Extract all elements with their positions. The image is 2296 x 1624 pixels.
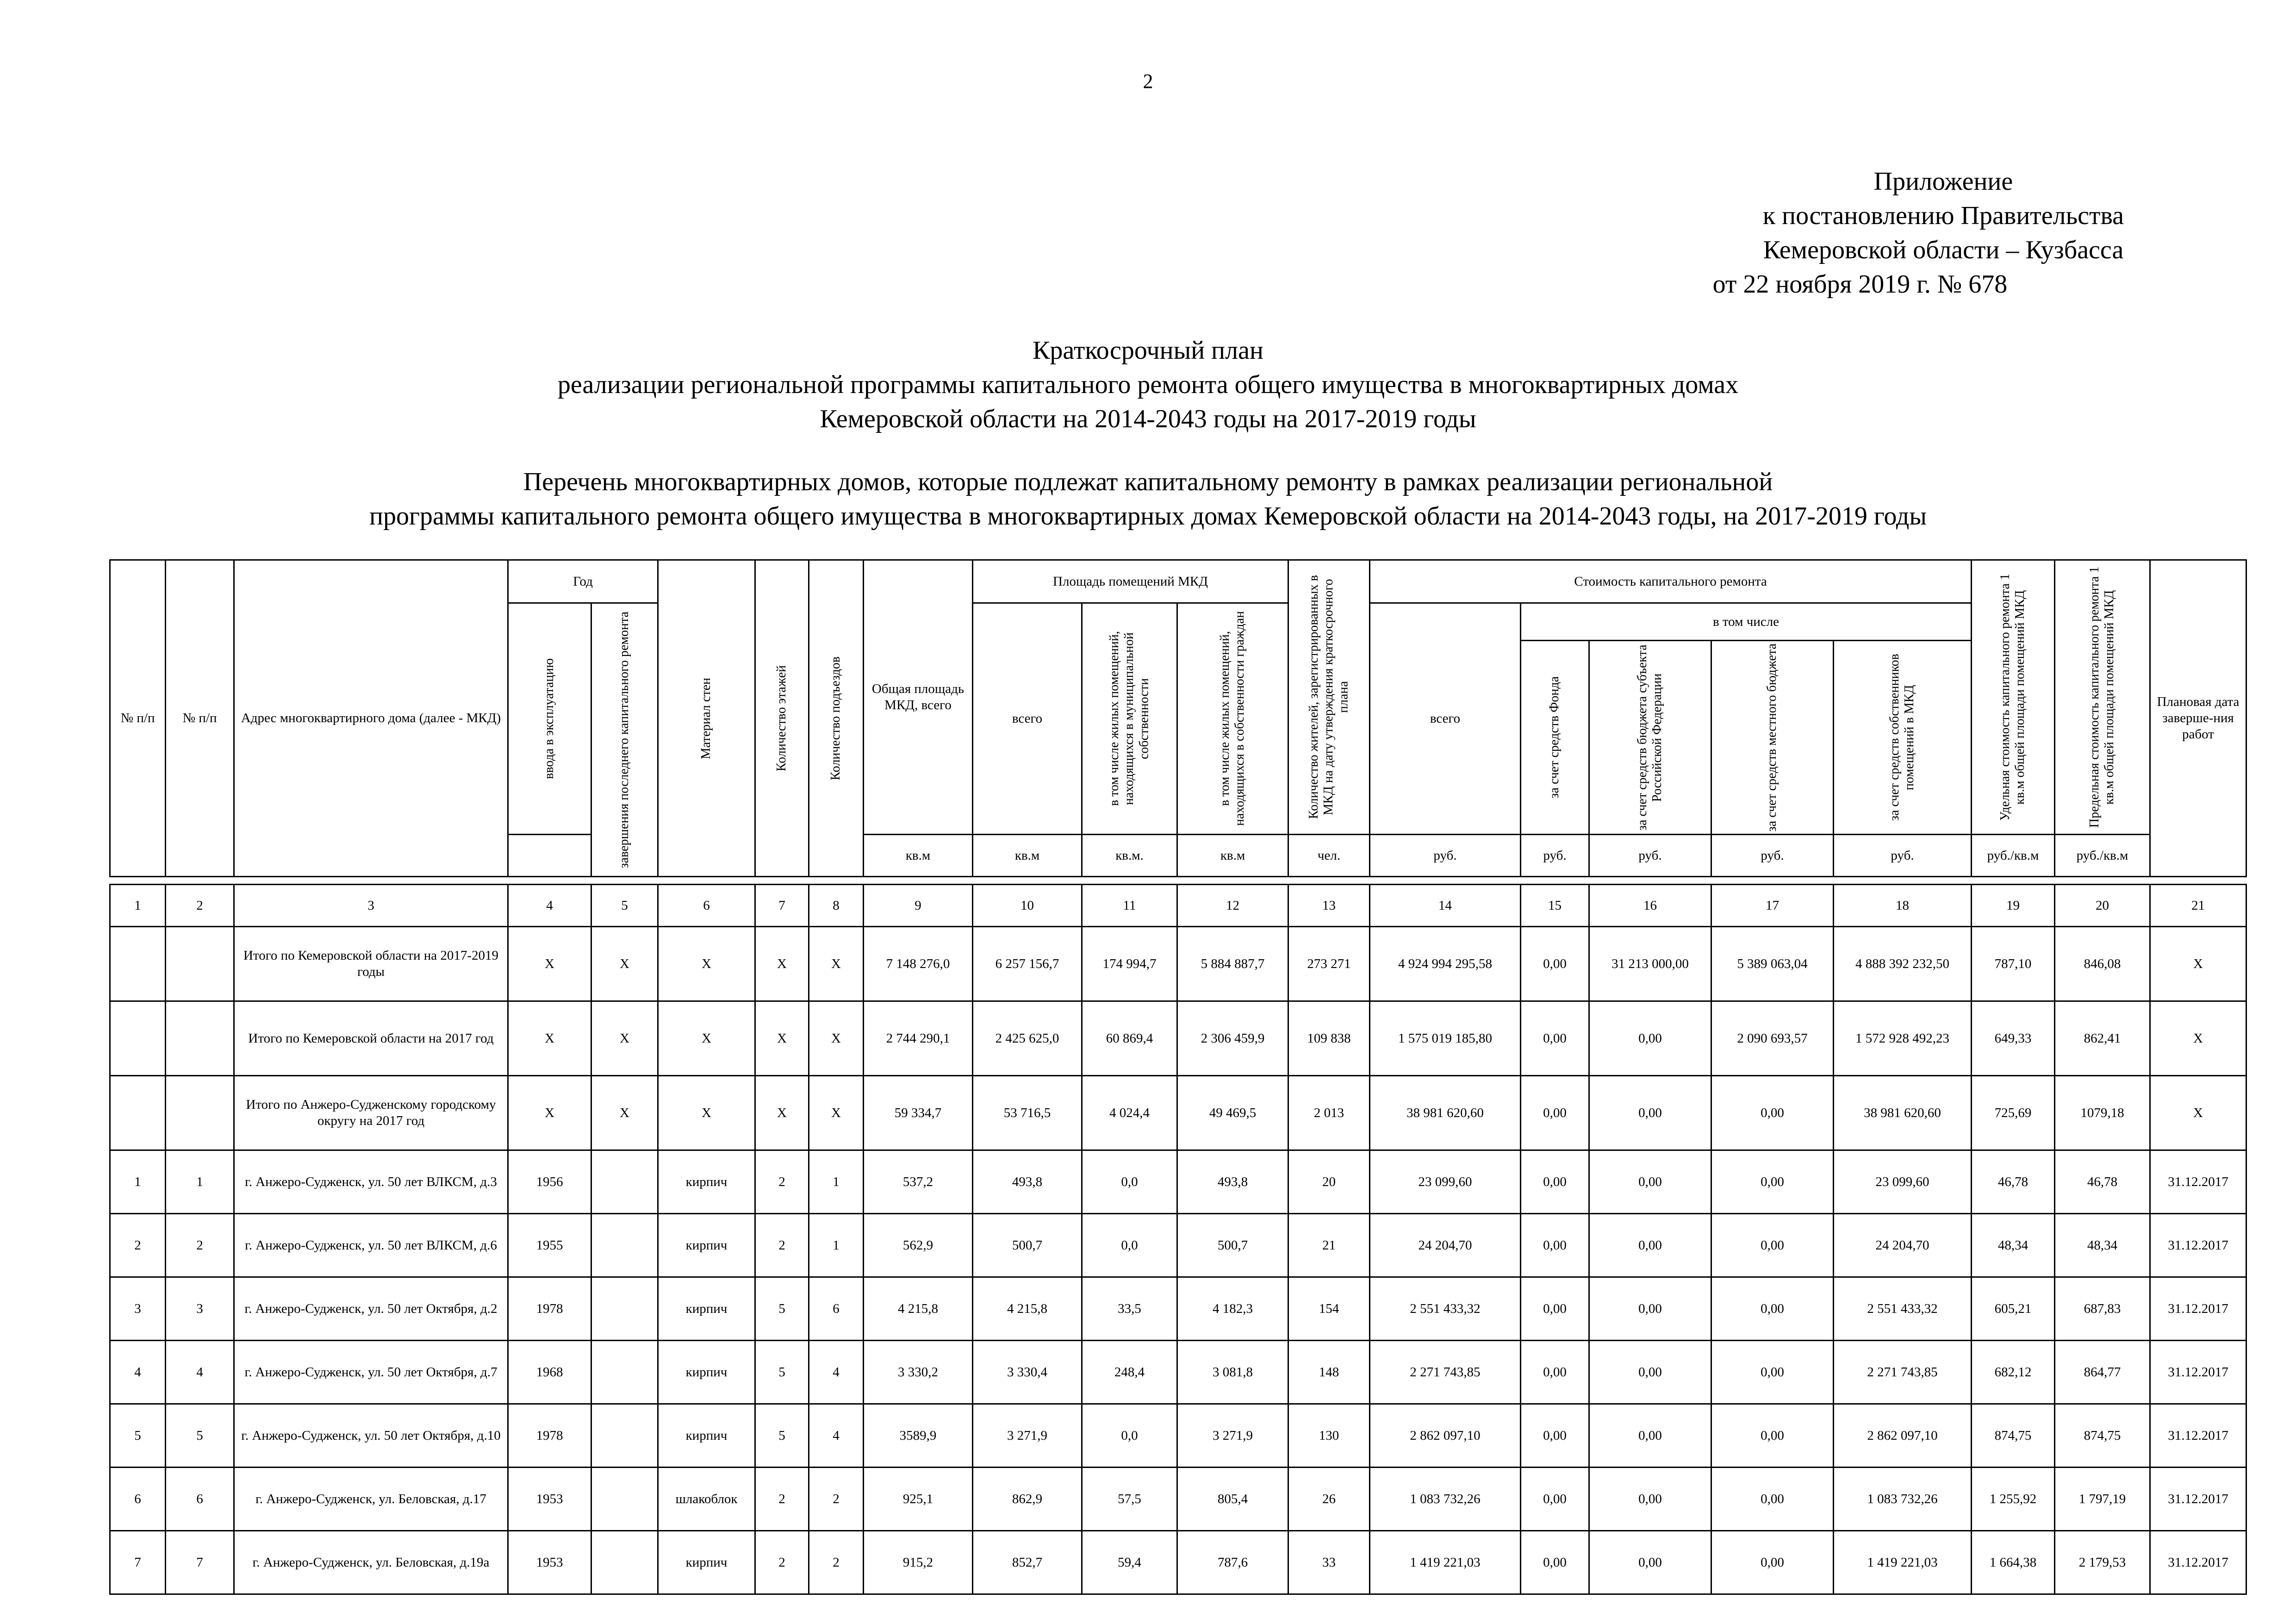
table-cell: 2 271 743,85 bbox=[1834, 1341, 1972, 1404]
table-cell: 2 bbox=[110, 1214, 166, 1277]
table-cell: 23 099,60 bbox=[1370, 1150, 1521, 1214]
address-cell: г. Анжеро-Судженск, ул. 50 лет Октября, д.2 bbox=[234, 1277, 508, 1341]
table-cell: 0,00 bbox=[1521, 1468, 1589, 1531]
table-cell: 0,0 bbox=[1082, 1150, 1177, 1214]
table-cell: 1968 bbox=[508, 1341, 591, 1404]
table-cell: 0,00 bbox=[1589, 1001, 1711, 1076]
table-cell: 1 255,92 bbox=[1972, 1468, 2055, 1531]
table-cell: кирпич bbox=[658, 1214, 755, 1277]
table-cell: 24 204,70 bbox=[1370, 1214, 1521, 1277]
unit-cell: руб./кв.м bbox=[2055, 835, 2150, 877]
table-cell: X bbox=[2150, 1001, 2246, 1076]
appendix-block bbox=[1712, 164, 2124, 301]
page-number: 2 bbox=[1143, 70, 1153, 93]
table-cell: 31 213 000,00 bbox=[1589, 927, 1711, 1001]
table-cell: 1 419 221,03 bbox=[1834, 1531, 1972, 1594]
table-cell: 0,00 bbox=[1589, 1468, 1711, 1531]
table-cell: 2 bbox=[809, 1468, 864, 1531]
table-cell: 2 862 097,10 bbox=[1370, 1404, 1521, 1468]
table-cell: 0,00 bbox=[1589, 1277, 1711, 1341]
table-cell: 3 271,9 bbox=[1177, 1404, 1288, 1468]
table-cell: 2 551 433,32 bbox=[1370, 1277, 1521, 1341]
column-numbers-row bbox=[110, 885, 2246, 927]
table-cell: X bbox=[658, 1076, 755, 1150]
header-total-area: Общая площадь МКД, всего bbox=[864, 560, 973, 835]
header-cost-total: всего bbox=[1370, 603, 1521, 835]
table-cell: 59 334,7 bbox=[864, 1076, 973, 1150]
table-cell: 248,4 bbox=[1082, 1341, 1177, 1404]
table-cell: 4 bbox=[166, 1341, 234, 1404]
table-cell: X bbox=[755, 927, 809, 1001]
table-cell: 109 838 bbox=[1288, 1001, 1370, 1076]
header-including: в том числе bbox=[1521, 603, 1972, 641]
table-row bbox=[110, 1404, 2246, 1468]
table-cell: 4 bbox=[110, 1341, 166, 1404]
table-cell: 0,00 bbox=[1711, 1214, 1834, 1277]
table-cell: 1 bbox=[166, 1150, 234, 1214]
table-cell: шлакоблок bbox=[658, 1468, 755, 1531]
table-cell: 0,00 bbox=[1521, 1076, 1589, 1150]
table-cell: 0,00 bbox=[1521, 927, 1589, 1001]
table-cell: 1 bbox=[110, 1150, 166, 1214]
table-cell: 3 bbox=[110, 1277, 166, 1341]
table-cell: X bbox=[809, 1076, 864, 1150]
table-cell: 2 bbox=[755, 1214, 809, 1277]
table-cell: кирпич bbox=[658, 1150, 755, 1214]
table-cell: 1 083 732,26 bbox=[1834, 1468, 1972, 1531]
table-cell: 805,4 bbox=[1177, 1468, 1288, 1531]
table-cell: 0,00 bbox=[1589, 1076, 1711, 1150]
table-cell bbox=[591, 1214, 658, 1277]
table-cell: X bbox=[508, 927, 591, 1001]
table-cell: 1079,18 bbox=[2055, 1076, 2150, 1150]
table-cell: 4 182,3 bbox=[1177, 1277, 1288, 1341]
header-owners: за счет средств собственников помещений в МКД bbox=[1834, 641, 1972, 835]
unit-cell: руб. bbox=[1589, 835, 1711, 877]
table-cell: 7 bbox=[166, 1531, 234, 1594]
table-cell: 6 257 156,7 bbox=[973, 927, 1082, 1001]
table-cell: 5 bbox=[166, 1404, 234, 1468]
table-cell: 0,00 bbox=[1521, 1214, 1589, 1277]
table-cell bbox=[166, 1001, 234, 1076]
document-title bbox=[0, 333, 2296, 436]
table-cell: 1953 bbox=[508, 1531, 591, 1594]
table-cell: 493,8 bbox=[1177, 1150, 1288, 1214]
table-cell: 0,00 bbox=[1589, 1531, 1711, 1594]
table-cell: 3589,9 bbox=[864, 1404, 973, 1468]
unit-cell: руб. bbox=[1370, 835, 1521, 877]
table-cell: 0,00 bbox=[1711, 1076, 1834, 1150]
table-cell: 38 981 620,60 bbox=[1370, 1076, 1521, 1150]
table-cell: 1 797,19 bbox=[2055, 1468, 2150, 1531]
table-cell: 33 bbox=[1288, 1531, 1370, 1594]
table-cell: 0,00 bbox=[1521, 1150, 1589, 1214]
table-cell: 1 bbox=[809, 1214, 864, 1277]
table-cell bbox=[591, 1404, 658, 1468]
column-number-cell: 3 bbox=[234, 885, 508, 927]
table-cell: кирпич bbox=[658, 1531, 755, 1594]
header-year: Год bbox=[508, 560, 658, 603]
table-cell: 60 869,4 bbox=[1082, 1001, 1177, 1076]
table-cell: кирпич bbox=[658, 1341, 755, 1404]
header-fund: за счет средств Фонда bbox=[1521, 641, 1589, 835]
header-area-total: всего bbox=[973, 603, 1082, 835]
table-cell: 31.12.2017 bbox=[2150, 1214, 2246, 1277]
column-number-cell: 12 bbox=[1177, 885, 1288, 927]
table-cell: 24 204,70 bbox=[1834, 1214, 1972, 1277]
column-number-cell: 18 bbox=[1834, 885, 1972, 927]
table-cell: 2 bbox=[755, 1468, 809, 1531]
table-cell: 6 bbox=[809, 1277, 864, 1341]
address-cell: г. Анжеро-Судженск, ул. Беловская, д.17 bbox=[234, 1468, 508, 1531]
table-cell: 0,00 bbox=[1589, 1404, 1711, 1468]
table-cell: 3 271,9 bbox=[973, 1404, 1082, 1468]
table-cell: 0,00 bbox=[1711, 1277, 1834, 1341]
table-cell: X bbox=[658, 927, 755, 1001]
column-number-cell: 7 bbox=[755, 885, 809, 927]
column-number-cell: 21 bbox=[2150, 885, 2246, 927]
table-cell: 0,00 bbox=[1711, 1468, 1834, 1531]
table-cell: 1953 bbox=[508, 1468, 591, 1531]
subtitle-line: программы капитального ремонта общего имущества в многоквартирных домах Кемеровской области на 2014-2043 годы, на 2017-2019 годы bbox=[369, 502, 1927, 531]
table-cell: 31.12.2017 bbox=[2150, 1150, 2246, 1214]
table-cell: X bbox=[591, 1001, 658, 1076]
table-cell: 5 bbox=[755, 1277, 809, 1341]
column-number-cell: 1 bbox=[110, 885, 166, 927]
column-number-cell: 16 bbox=[1589, 885, 1711, 927]
table-cell: кирпич bbox=[658, 1277, 755, 1341]
table-cell: X bbox=[658, 1001, 755, 1076]
table-cell: 3 081,8 bbox=[1177, 1341, 1288, 1404]
address-cell: Итого по Кемеровской области на 2017-2019 годы bbox=[234, 927, 508, 1001]
table-cell: 5 bbox=[755, 1341, 809, 1404]
table-cell: 4 215,8 bbox=[864, 1277, 973, 1341]
table-body bbox=[110, 885, 2246, 1594]
table-cell: 874,75 bbox=[2055, 1404, 2150, 1468]
table-cell: 562,9 bbox=[864, 1214, 973, 1277]
table-cell: 5 bbox=[110, 1404, 166, 1468]
table-cell: 4 215,8 bbox=[973, 1277, 1082, 1341]
table-cell: 23 099,60 bbox=[1834, 1150, 1972, 1214]
table-cell: 0,00 bbox=[1521, 1341, 1589, 1404]
table-cell: 0,00 bbox=[1711, 1150, 1834, 1214]
unit-cell: кв.м bbox=[973, 835, 1082, 877]
table-cell: 925,1 bbox=[864, 1468, 973, 1531]
table-cell: 500,7 bbox=[973, 1214, 1082, 1277]
unit-cell: руб. bbox=[1521, 835, 1589, 877]
table-cell: 59,4 bbox=[1082, 1531, 1177, 1594]
column-number-cell: 11 bbox=[1082, 885, 1177, 927]
table-cell: 4 888 392 232,50 bbox=[1834, 927, 1972, 1001]
table-cell: 605,21 bbox=[1972, 1277, 2055, 1341]
table-cell: X bbox=[809, 1001, 864, 1076]
table-cell: 130 bbox=[1288, 1404, 1370, 1468]
table-cell: 0,00 bbox=[1589, 1341, 1711, 1404]
column-number-cell: 10 bbox=[973, 885, 1082, 927]
unit-cell: кв.м. bbox=[1082, 835, 1177, 877]
table-cell: 31.12.2017 bbox=[2150, 1277, 2246, 1341]
table-cell: 2 bbox=[809, 1531, 864, 1594]
table-cell: 31.12.2017 bbox=[2150, 1341, 2246, 1404]
table-cell bbox=[591, 1531, 658, 1594]
table-cell: 33,5 bbox=[1082, 1277, 1177, 1341]
table-cell: 1 419 221,03 bbox=[1370, 1531, 1521, 1594]
table-cell: 852,7 bbox=[973, 1531, 1082, 1594]
table-cell: 174 994,7 bbox=[1082, 927, 1177, 1001]
header-entrances: Количество подъездов bbox=[809, 560, 864, 877]
table-cell: 2 425 625,0 bbox=[973, 1001, 1082, 1076]
title-line: Краткосрочный план bbox=[1033, 336, 1263, 365]
header-num2: № п/п bbox=[166, 560, 234, 877]
table-cell: 3 bbox=[166, 1277, 234, 1341]
repair-plan-table bbox=[109, 559, 2247, 1595]
table-cell: 2 306 459,9 bbox=[1177, 1001, 1288, 1076]
table-cell: 1978 bbox=[508, 1404, 591, 1468]
subtitle-line: Перечень многоквартирных домов, которые подлежат капитальному ремонту в рамках реализации региональной bbox=[523, 468, 1773, 496]
table-cell: 862,9 bbox=[973, 1468, 1082, 1531]
header-federal-budget: за счет средств бюджета субъекта Российской Федерации bbox=[1589, 641, 1711, 835]
unit-cell: кв.м bbox=[1177, 835, 1288, 877]
unit-cell: чел. bbox=[1288, 835, 1370, 877]
table-cell: X bbox=[2150, 927, 2246, 1001]
table-cell: 46,78 bbox=[2055, 1150, 2150, 1214]
table-cell: 3 330,2 bbox=[864, 1341, 973, 1404]
table-cell: 2 013 bbox=[1288, 1076, 1370, 1150]
column-number-cell: 5 bbox=[591, 885, 658, 927]
unit-cell: руб. bbox=[1711, 835, 1834, 877]
table-cell: 0,00 bbox=[1589, 1150, 1711, 1214]
header-cost: Стоимость капитального ремонта bbox=[1370, 560, 1972, 603]
table-cell: 38 981 620,60 bbox=[1834, 1076, 1972, 1150]
address-cell: г. Анжеро-Судженск, ул. Беловская, д.19а bbox=[234, 1531, 508, 1594]
table-cell: 6 bbox=[166, 1468, 234, 1531]
table-cell: 1956 bbox=[508, 1150, 591, 1214]
table-cell: 53 716,5 bbox=[973, 1076, 1082, 1150]
address-cell: г. Анжеро-Судженск, ул. 50 лет ВЛКСМ, д.3 bbox=[234, 1150, 508, 1214]
title-line: Кемеровской области на 2014-2043 годы на 2017-2019 годы bbox=[820, 405, 1476, 433]
appendix-line: от 22 ноября 2019 г. № 678 bbox=[1712, 270, 2008, 299]
table-cell: 500,7 bbox=[1177, 1214, 1288, 1277]
table-cell: X bbox=[2150, 1076, 2246, 1150]
table-cell: 0,0 bbox=[1082, 1214, 1177, 1277]
table-cell: X bbox=[809, 927, 864, 1001]
table-cell: 4 bbox=[809, 1341, 864, 1404]
table-cell: 846,08 bbox=[2055, 927, 2150, 1001]
table-row bbox=[110, 1150, 2246, 1214]
address-cell: г. Анжеро-Судженск, ул. 50 лет Октября, д.10 bbox=[234, 1404, 508, 1468]
table-cell: 7 bbox=[110, 1531, 166, 1594]
table-cell bbox=[591, 1468, 658, 1531]
table-row bbox=[110, 1341, 2246, 1404]
document-subtitle bbox=[0, 465, 2296, 533]
table-cell: 0,00 bbox=[1589, 1214, 1711, 1277]
table-cell: 682,12 bbox=[1972, 1341, 2055, 1404]
appendix-line: Кемеровской области – Кузбасса bbox=[1763, 236, 2124, 264]
column-number-cell: 15 bbox=[1521, 885, 1589, 927]
header-area-private: в том числе жилых помещений, находящихся в собственности граждан bbox=[1177, 603, 1288, 835]
table-cell: 1 575 019 185,80 bbox=[1370, 1001, 1521, 1076]
table-cell bbox=[166, 927, 234, 1001]
table-cell: X bbox=[755, 1076, 809, 1150]
table-cell: 2 bbox=[755, 1531, 809, 1594]
table-cell: 2 744 290,1 bbox=[864, 1001, 973, 1076]
column-number-cell: 2 bbox=[166, 885, 234, 927]
table-cell bbox=[591, 1277, 658, 1341]
table-cell bbox=[110, 1001, 166, 1076]
column-number-cell: 19 bbox=[1972, 885, 2055, 927]
table-cell: 0,00 bbox=[1521, 1531, 1589, 1594]
header-row bbox=[110, 560, 2246, 603]
table-cell: 21 bbox=[1288, 1214, 1370, 1277]
table-cell: 787,6 bbox=[1177, 1531, 1288, 1594]
header-floors: Количество этажей bbox=[755, 560, 809, 877]
unit-cell: кв.м bbox=[864, 835, 973, 877]
table-cell: X bbox=[508, 1001, 591, 1076]
unit-cell: руб. bbox=[1834, 835, 1972, 877]
header-unit-cost: Удельная стоимость капитального ремонта 1 кв.м общей площади помещений МКД bbox=[1972, 560, 2055, 835]
table-cell: кирпич bbox=[658, 1404, 755, 1468]
table-cell: 725,69 bbox=[1972, 1076, 2055, 1150]
column-number-cell: 9 bbox=[864, 885, 973, 927]
summary-row bbox=[110, 1076, 2246, 1150]
table-cell bbox=[110, 1076, 166, 1150]
table-cell: X bbox=[508, 1076, 591, 1150]
table-row bbox=[110, 1214, 2246, 1277]
header-address: Адрес многоквартирного дома (далее - МКД) bbox=[234, 560, 508, 877]
table-cell: 493,8 bbox=[973, 1150, 1082, 1214]
table-cell: 864,77 bbox=[2055, 1341, 2150, 1404]
table-cell: 787,10 bbox=[1972, 927, 2055, 1001]
header-premises-area: Площадь помещений МКД bbox=[973, 560, 1288, 603]
table-cell: 3 330,4 bbox=[973, 1341, 1082, 1404]
address-cell: Итого по Кемеровской области на 2017 год bbox=[234, 1001, 508, 1076]
table-cell: 1 572 928 492,23 bbox=[1834, 1001, 1972, 1076]
table-cell: 1955 bbox=[508, 1214, 591, 1277]
table-cell: 0,00 bbox=[1521, 1404, 1589, 1468]
table-cell: 915,2 bbox=[864, 1531, 973, 1594]
table-cell bbox=[591, 1150, 658, 1214]
header-area-municipal: в том числе жилых помещений, находящихся в муниципальной собственности bbox=[1082, 603, 1177, 835]
table-cell: 20 bbox=[1288, 1150, 1370, 1214]
column-number-cell: 4 bbox=[508, 885, 591, 927]
appendix-line: к постановлению Правительства bbox=[1762, 201, 2124, 230]
spacer-row bbox=[110, 877, 2246, 885]
table-cell bbox=[166, 1076, 234, 1150]
appendix-line: Приложение bbox=[1873, 167, 2013, 196]
header-local-budget: за счет средств местного бюджета bbox=[1711, 641, 1834, 835]
table-row bbox=[110, 1531, 2246, 1594]
table-cell: 2 862 097,10 bbox=[1834, 1404, 1972, 1468]
header-year-last-repair: завершения последнего капитального ремонта bbox=[591, 603, 658, 877]
table-cell: 31.12.2017 bbox=[2150, 1468, 2246, 1531]
header-residents: Количество жителей, зарегистрированных в МКД на дату утверждения краткосрочного плана bbox=[1288, 560, 1370, 835]
address-cell: г. Анжеро-Судженск, ул. 50 лет ВЛКСМ, д.6 bbox=[234, 1214, 508, 1277]
table-cell: 1 664,38 bbox=[1972, 1531, 2055, 1594]
column-number-cell: 17 bbox=[1711, 885, 1834, 927]
table-cell: 0,00 bbox=[1711, 1404, 1834, 1468]
table-cell: 862,41 bbox=[2055, 1001, 2150, 1076]
table-cell: 687,83 bbox=[2055, 1277, 2150, 1341]
table-cell: 649,33 bbox=[1972, 1001, 2055, 1076]
table-cell: 48,34 bbox=[1972, 1214, 2055, 1277]
repair-plan-table-wrapper bbox=[109, 559, 2244, 1595]
header-max-unit-cost: Предельная стоимость капитального ремонта 1 кв.м общей площади помещений МКД bbox=[2055, 560, 2150, 835]
table-cell: 49 469,5 bbox=[1177, 1076, 1288, 1150]
unit-cell: руб./кв.м bbox=[1972, 835, 2055, 877]
table-cell: 874,75 bbox=[1972, 1404, 2055, 1468]
table-cell bbox=[110, 927, 166, 1001]
column-number-cell: 14 bbox=[1370, 885, 1521, 927]
table-cell bbox=[591, 1341, 658, 1404]
table-cell: 148 bbox=[1288, 1341, 1370, 1404]
table-cell: 1978 bbox=[508, 1277, 591, 1341]
table-cell: 2 bbox=[166, 1214, 234, 1277]
header-planned-date: Плановая дата заверше-ния работ bbox=[2150, 560, 2246, 877]
column-number-cell: 13 bbox=[1288, 885, 1370, 927]
title-line: реализации региональной программы капитального ремонта общего имущества в многоквартирных домах bbox=[557, 370, 1739, 399]
table-cell: 57,5 bbox=[1082, 1468, 1177, 1531]
summary-row bbox=[110, 1001, 2246, 1076]
table-cell: 2 551 433,32 bbox=[1834, 1277, 1972, 1341]
column-number-cell: 6 bbox=[658, 885, 755, 927]
summary-row bbox=[110, 927, 2246, 1001]
table-cell: 5 884 887,7 bbox=[1177, 927, 1288, 1001]
table-cell: 5 389 063,04 bbox=[1711, 927, 1834, 1001]
table-cell: 1 083 732,26 bbox=[1370, 1468, 1521, 1531]
table-cell: 4 024,4 bbox=[1082, 1076, 1177, 1150]
table-cell: 48,34 bbox=[2055, 1214, 2150, 1277]
table-cell: 5 bbox=[755, 1404, 809, 1468]
table-cell: 31.12.2017 bbox=[2150, 1404, 2246, 1468]
header-year-commission: ввода в эксплуатацию bbox=[508, 603, 591, 835]
table-cell: 4 924 994 295,58 bbox=[1370, 927, 1521, 1001]
table-cell: 154 bbox=[1288, 1277, 1370, 1341]
address-cell: Итого по Анжеро-Судженскому городскому округу на 2017 год bbox=[234, 1076, 508, 1150]
column-number-cell: 8 bbox=[809, 885, 864, 927]
table-cell: 1 bbox=[809, 1150, 864, 1214]
unit-cell bbox=[508, 835, 591, 877]
table-cell: 2 271 743,85 bbox=[1370, 1341, 1521, 1404]
table-cell: 31.12.2017 bbox=[2150, 1531, 2246, 1594]
header-material: Материал стен bbox=[658, 560, 755, 877]
column-number-cell: 20 bbox=[2055, 885, 2150, 927]
table-cell: 273 271 bbox=[1288, 927, 1370, 1001]
table-cell: X bbox=[591, 927, 658, 1001]
header-num: № п/п bbox=[110, 560, 166, 877]
table-cell: 7 148 276,0 bbox=[864, 927, 973, 1001]
table-cell: 0,00 bbox=[1711, 1531, 1834, 1594]
table-cell: 2 bbox=[755, 1150, 809, 1214]
address-cell: г. Анжеро-Судженск, ул. 50 лет Октября, д.7 bbox=[234, 1341, 508, 1404]
table-cell: 4 bbox=[809, 1404, 864, 1468]
table-cell: 26 bbox=[1288, 1468, 1370, 1531]
table-cell: 2 179,53 bbox=[2055, 1531, 2150, 1594]
table-cell: 6 bbox=[110, 1468, 166, 1531]
table-row bbox=[110, 1468, 2246, 1531]
table-row bbox=[110, 1277, 2246, 1341]
table-cell: 0,00 bbox=[1711, 1341, 1834, 1404]
table-cell: X bbox=[591, 1076, 658, 1150]
table-cell: 0,00 bbox=[1521, 1001, 1589, 1076]
table-cell: 537,2 bbox=[864, 1150, 973, 1214]
table-cell: 46,78 bbox=[1972, 1150, 2055, 1214]
table-cell: 2 090 693,57 bbox=[1711, 1001, 1834, 1076]
table-cell: 0,0 bbox=[1082, 1404, 1177, 1468]
table-cell: 0,00 bbox=[1521, 1277, 1589, 1341]
table-cell: X bbox=[755, 1001, 809, 1076]
